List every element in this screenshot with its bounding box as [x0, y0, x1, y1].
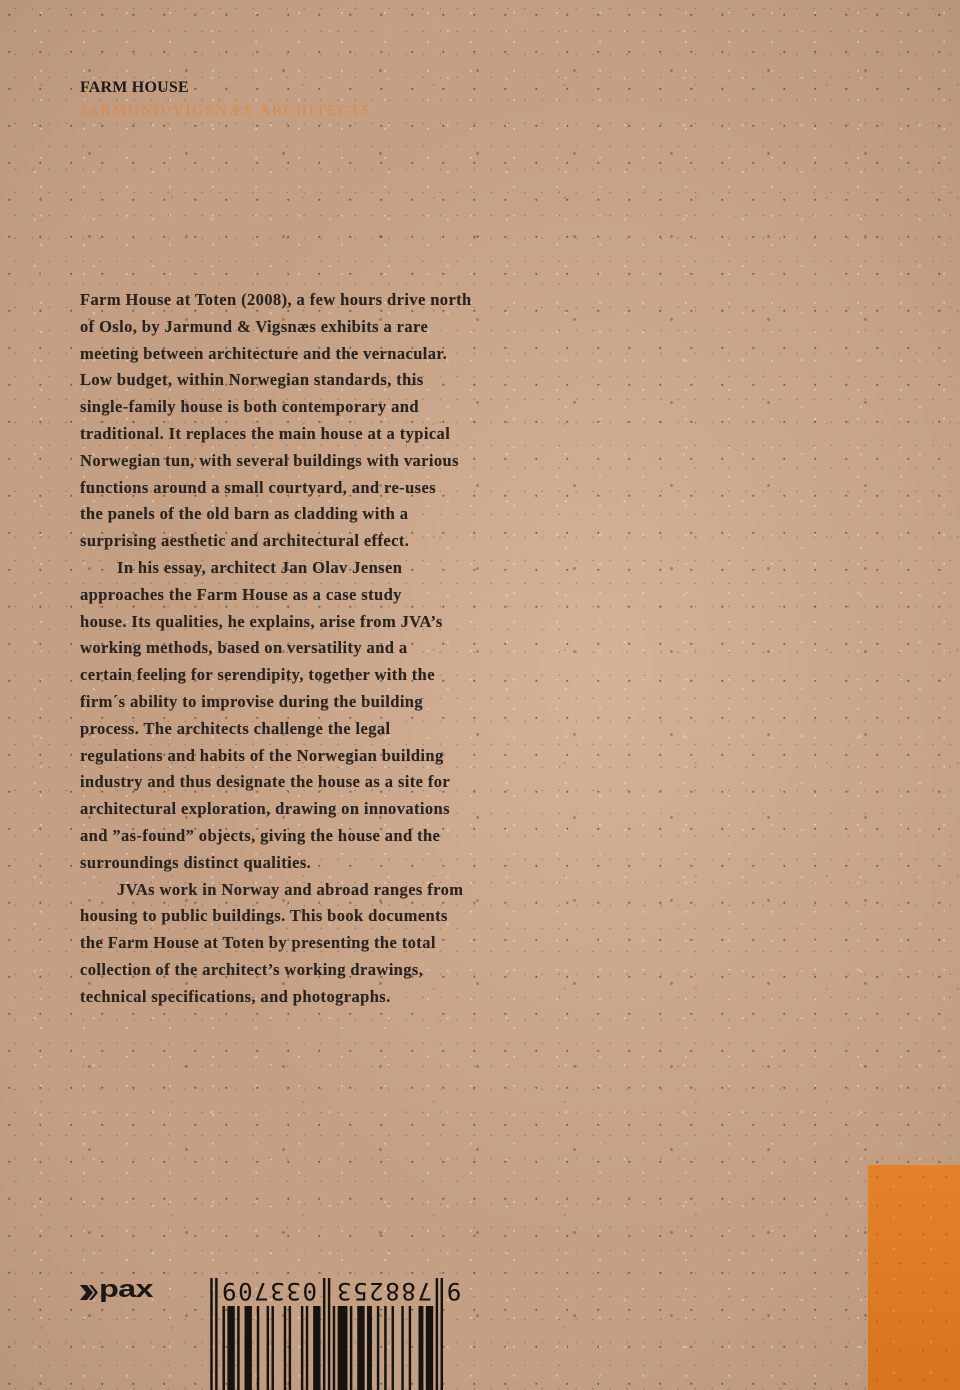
- barcode-bar: [306, 1306, 308, 1390]
- barcode-bar: [384, 1306, 386, 1390]
- barcode-bar: [227, 1306, 234, 1390]
- blurb-line: technical specifications, and photographs.: [80, 986, 391, 1006]
- blurb-line: JVAs work in Norway and abroad ranges from: [117, 879, 464, 899]
- barcode-right-digits: 033709: [222, 1277, 317, 1305]
- publisher-logo-text: pax: [99, 1276, 153, 1303]
- barcode-bar: [441, 1278, 443, 1390]
- isbn-barcode: [205, 1272, 465, 1390]
- barcode-bar: [401, 1306, 403, 1390]
- blurb-line: firm´s ability to improvise during the building: [80, 691, 424, 711]
- blurb-line: the Farm House at Toten by presenting the total: [80, 933, 436, 953]
- blurb-line: certain feeling for serendipity, together with the: [80, 665, 435, 685]
- barcode-bar: [257, 1306, 259, 1390]
- book-title: FARM HOUSE: [80, 79, 189, 96]
- blurb-line: process. The architects challenge the legal: [80, 718, 391, 738]
- blurb-line: architectural exploration, drawing on innovations: [80, 799, 450, 819]
- blurb-line: Norwegian tun, with several buildings with various: [80, 450, 459, 470]
- blurb-line: housing to public buildings. This book documents: [80, 906, 448, 926]
- barcode-bar: [333, 1306, 335, 1390]
- barcode-bar: [215, 1278, 217, 1390]
- barcode-bar: [357, 1306, 364, 1390]
- blurb-line: and ”as-found” objects, giving the house and the: [80, 825, 441, 845]
- blurb-line: In his essay, architect Jan Olav Jensen: [117, 557, 403, 577]
- blurb-line: surroundings distinct qualities.: [80, 852, 312, 872]
- barcode-bar: [245, 1306, 252, 1390]
- blurb-line: house. Its qualities, he explains, arise from JVA’s: [80, 611, 443, 631]
- barcode-bar: [392, 1306, 394, 1390]
- barcode-bar: [409, 1306, 411, 1390]
- barcode-bar: [301, 1306, 303, 1390]
- blurb-line: approaches the Farm House as a case study: [80, 584, 402, 604]
- barcode-bar: [338, 1306, 348, 1390]
- blurb-line: surprising aesthetic and architectural effect.: [80, 531, 410, 551]
- barcode-bar: [313, 1306, 320, 1390]
- barcode-bar: [436, 1278, 438, 1390]
- barcode-bar: [367, 1306, 372, 1390]
- barcode-bar: [328, 1278, 330, 1390]
- barcode-bar: [323, 1278, 325, 1390]
- blurb-line: Low budget, within Norwegian standards, this: [80, 370, 424, 390]
- barcode-bar: [377, 1306, 379, 1390]
- masthead: [80, 78, 372, 121]
- barcode-bar: [237, 1306, 239, 1390]
- pax-chevron-icon: [80, 1285, 99, 1300]
- publisher-logo: [80, 1278, 160, 1304]
- barcode-bar: [223, 1306, 225, 1390]
- blurb-line: Farm House at Toten (2008), a few hours drive north: [80, 290, 472, 309]
- barcode-lead-digit: 9: [446, 1277, 462, 1305]
- blurb-line: industry and thus designate the house as a site for: [80, 772, 451, 792]
- barcode-bar: [267, 1306, 269, 1390]
- barcode-bar: [289, 1306, 291, 1390]
- blurb-line: working methods, based on versatility and a: [80, 638, 408, 658]
- blurb-line: collection of the architect’s working drawings,: [80, 959, 424, 979]
- barcode-bar: [210, 1278, 212, 1390]
- book-author: JARMUND/VIGSNÆS ARCHITECTS: [80, 103, 372, 119]
- barcode-bar: [426, 1306, 433, 1390]
- barcode-left-digits: 788253: [337, 1277, 432, 1305]
- blurb-line: traditional. It replaces the main house at a typical: [80, 423, 451, 443]
- barcode-bar: [284, 1306, 286, 1390]
- blurb-paragraph-1: [80, 287, 472, 555]
- blurb-paragraph-3: [80, 877, 472, 1011]
- barcode-bar: [272, 1306, 274, 1390]
- blurb-line: single-family house is both contemporary and: [80, 397, 419, 417]
- blurb-line: regulations and habits of the Norwegian building: [80, 745, 444, 765]
- blurb-line: meeting between architecture and the vernacular.: [80, 343, 448, 363]
- blurb-line: of Oslo, by Jarmund & Vigsnæs exhibits a rare: [80, 316, 429, 336]
- barcode-bar: [350, 1306, 352, 1390]
- blurb-line: functions around a small courtyard, and re-uses: [80, 477, 437, 497]
- orange-color-block: [868, 1165, 960, 1390]
- blurb: [80, 287, 472, 1011]
- barcode-bar: [419, 1306, 424, 1390]
- blurb-line: the panels of the old barn as cladding with a: [80, 504, 409, 524]
- blurb-paragraph-2: [80, 555, 472, 877]
